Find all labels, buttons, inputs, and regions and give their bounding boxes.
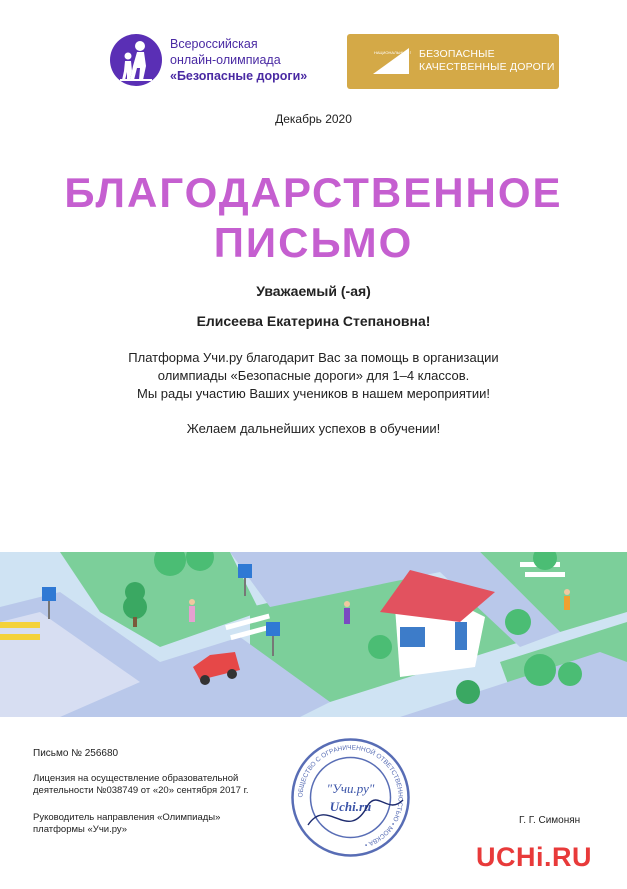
director-info [33, 812, 273, 836]
license-info [33, 773, 273, 797]
national-project-logo-line1: БЕЗОПАСНЫЕ [419, 48, 495, 60]
road-scene-illustration [0, 552, 627, 717]
letter-number: Письмо № 256680 [33, 748, 119, 759]
stamp-line1: "Учи.ру" [326, 781, 375, 796]
uchi-brand-logo: UCHi.RU [476, 842, 592, 872]
director-line2: платформы «Учи.ру» [33, 824, 128, 835]
national-project-logo [347, 34, 559, 89]
letter-title [0, 168, 627, 268]
letter-body-line2: олимпиады «Безопасные дороги» для 1–4 классов. [157, 368, 470, 383]
wish-text: Желаем дальнейших успехов в обучении! [186, 421, 441, 436]
director-line1: Руководитель направления «Олимпиады» [33, 812, 221, 823]
stamp-line2: Uchi.ru [329, 799, 372, 814]
stamp-ring-text: ОБЩЕСТВО С ОГРАНИЧЕННОЙ ОТВЕТСТВЕННОСТЬЮ • МОСКВА • [297, 744, 404, 849]
header [0, 30, 627, 92]
license-line2: деятельности №038749 от «20» сентября 2017 г. [33, 785, 249, 796]
letter-body [0, 349, 627, 403]
olympiad-logo-line2: онлайн-олимпиада [170, 53, 281, 67]
badge-text: НАЦИОНАЛЬНЫЕ [374, 50, 409, 55]
letter-body-line1: Платформа Учи.ру благодарит Вас за помощь в организации [128, 350, 499, 365]
olympiad-logo [110, 34, 307, 86]
signer-name: Г. Г. Симонян [519, 815, 581, 826]
letter-title-line1: БЛАГОДАРСТВЕННОЕ [64, 169, 563, 216]
company-stamp [288, 735, 413, 860]
national-project-logo-line2: КАЧЕСТВЕННЫЕ ДОРОГИ [419, 61, 555, 73]
letter-body-line3: Мы рады участию Ваших учеников в нашем мероприятии! [136, 386, 491, 401]
greeting: Уважаемый (-ая) [256, 283, 371, 299]
svg-text:ОБЩЕСТВО С ОГРАНИЧЕННОЙ ОТВЕТС [297, 744, 403, 848]
olympiad-logo-line3: «Безопасные дороги» [170, 69, 308, 83]
letter-date: Декабрь 2020 [275, 112, 352, 126]
license-line1: Лицензия на осуществление образовательной [33, 773, 239, 784]
recipient-name: Елисеева Екатерина Степановна! [196, 313, 431, 329]
olympiad-logo-line1: Всероссийская [170, 37, 258, 51]
letter-title-line2: ПИСЬМО [213, 219, 414, 266]
national-projects-badge-icon [371, 46, 411, 76]
pedestrian-circle-icon [110, 34, 162, 86]
